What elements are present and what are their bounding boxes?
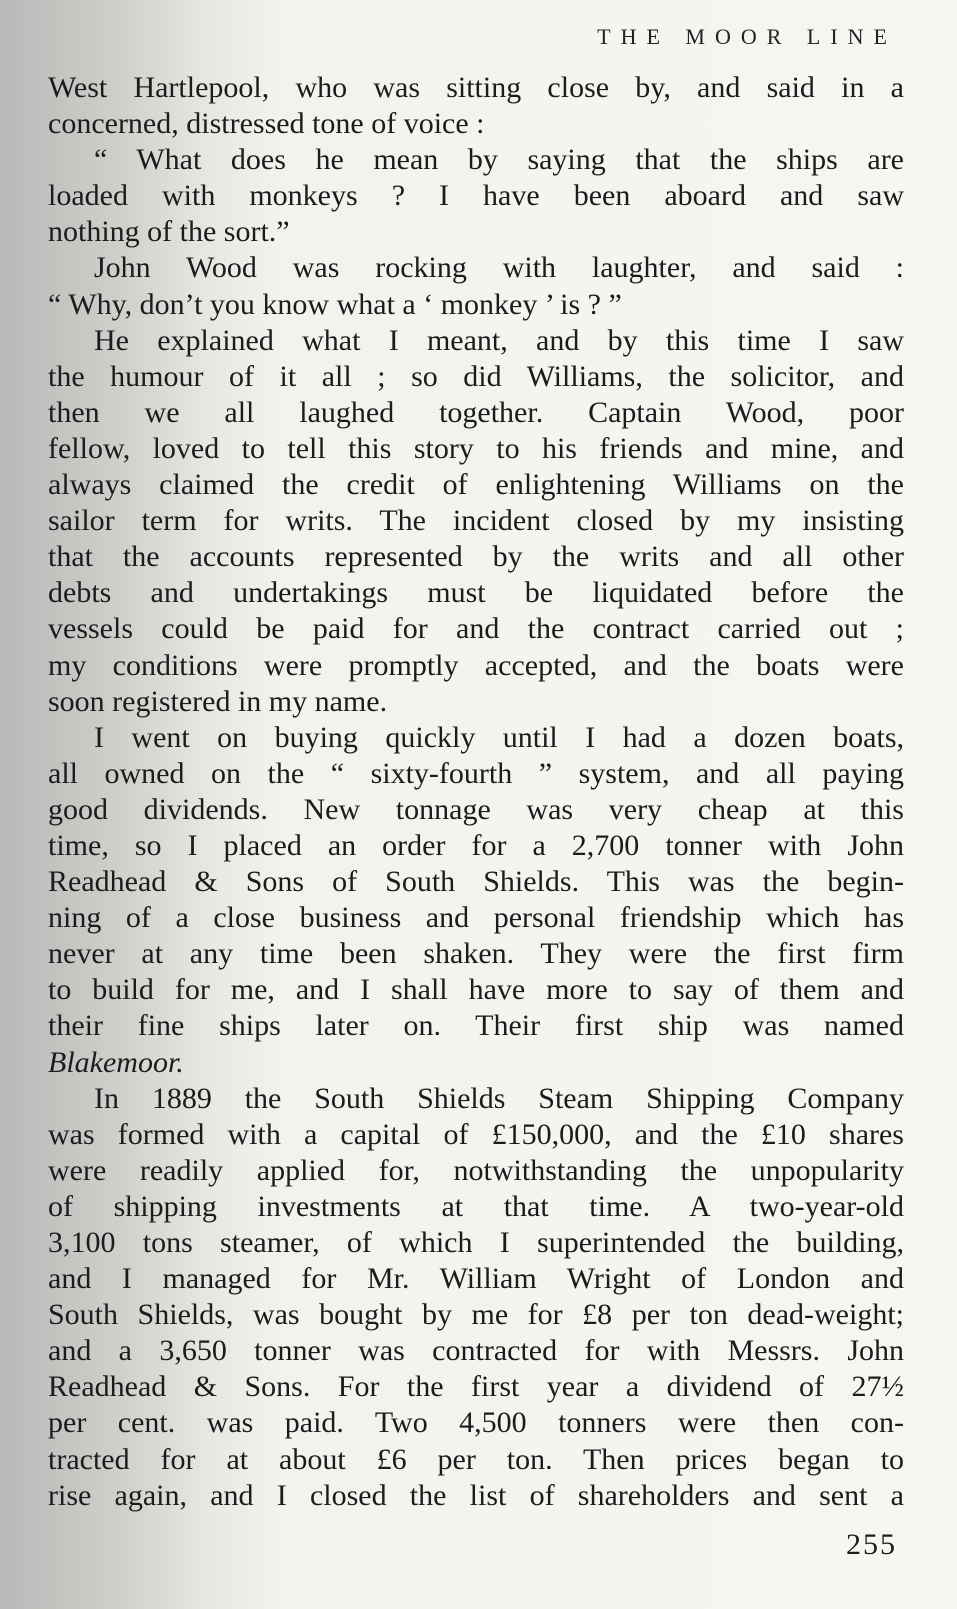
running-head: THE MOOR LINE — [597, 24, 897, 49]
text-line: that the accounts represented by the writs and all other — [48, 540, 904, 574]
text-line: time, so I placed an order for a 2,700 tonner with John — [48, 828, 904, 862]
text-line: was formed with a capital of £150,000, and the £10 shares — [48, 1117, 904, 1151]
text-line: good dividends. New tonnage was very cheap at this — [48, 792, 904, 826]
text-line: concerned, distressed tone of voice : — [48, 107, 485, 141]
text-line: loaded with monkeys ? I have been aboard and saw — [48, 179, 904, 213]
page-number: 255 — [846, 1528, 897, 1561]
text-line: “ Why, don’t you know what a ‘ monkey ’ is ? ” — [48, 287, 622, 321]
text-line: my conditions were promptly accepted, and the boats were — [48, 648, 904, 682]
text-line: their fine ships later on. Their first ship was named — [48, 1009, 904, 1043]
text-line: always claimed the credit of enlightening Williams on the — [48, 468, 904, 502]
text-line: soon registered in my name. — [48, 684, 388, 718]
text-line: were readily applied for, notwithstanding the unpopularity — [48, 1153, 904, 1187]
text-line: ning of a close business and personal friendship which has — [48, 901, 904, 935]
text-line: to build for me, and I shall have more to say of them and — [48, 973, 904, 1007]
text-line: South Shields, was bought by me for £8 per ton dead-weight; — [48, 1298, 904, 1332]
text-line: 3,100 tons steamer, of which I superintended the building, — [48, 1226, 904, 1259]
text-line: tracted for at about £6 per ton. Then prices began to — [48, 1442, 904, 1476]
text-line: of shipping investments at that time. A two-year-old — [48, 1189, 904, 1223]
text-line: Readhead & Sons. For the first year a dividend of 27½ — [48, 1370, 904, 1404]
text-line: nothing of the sort.” — [48, 215, 290, 249]
text-line: Readhead & Sons of South Shields. This was the begin- — [48, 865, 904, 899]
text-line: John Wood was rocking with laughter, and said : — [94, 251, 904, 285]
text-line: “ What does he mean by saying that the ships are — [94, 143, 904, 177]
text-line: fellow, loved to tell this story to his friends and mine, and — [48, 431, 904, 465]
text-line: never at any time been shaken. They were the first firm — [48, 937, 904, 971]
text-line: debts and undertakings must be liquidated before the — [48, 576, 904, 610]
text-line: all owned on the “ sixty-fourth ” system, and all paying — [48, 756, 904, 790]
text-line: sailor term for writs. The incident closed by my insisting — [48, 504, 904, 538]
text-line: In 1889 the South Shields Steam Shipping Company — [94, 1081, 904, 1115]
text-line: He explained what I meant, and by this time I saw — [94, 323, 904, 357]
text-line: and a 3,650 tonner was contracted for with Messrs. John — [48, 1334, 904, 1368]
text-line: vessels could be paid for and the contract carried out ; — [48, 612, 904, 646]
text-line: I went on buying quickly until I had a dozen boats, — [94, 720, 904, 754]
body-text — [48, 70, 904, 1514]
text-line: per cent. was paid. Two 4,500 tonners were then con- — [48, 1406, 904, 1440]
text-line: West Hartlepool, who was sitting close by, and said in a — [48, 71, 904, 104]
text-line: the humour of it all ; so did Williams, the solicitor, and — [48, 359, 904, 393]
text-line: then we all laughed together. Captain Wood, poor — [48, 395, 904, 429]
ship-name-italic: Blakemoor. — [48, 1045, 184, 1079]
text-line: and I managed for Mr. William Wright of London and — [48, 1262, 904, 1296]
text-line: rise again, and I closed the list of shareholders and sent a — [48, 1478, 904, 1512]
